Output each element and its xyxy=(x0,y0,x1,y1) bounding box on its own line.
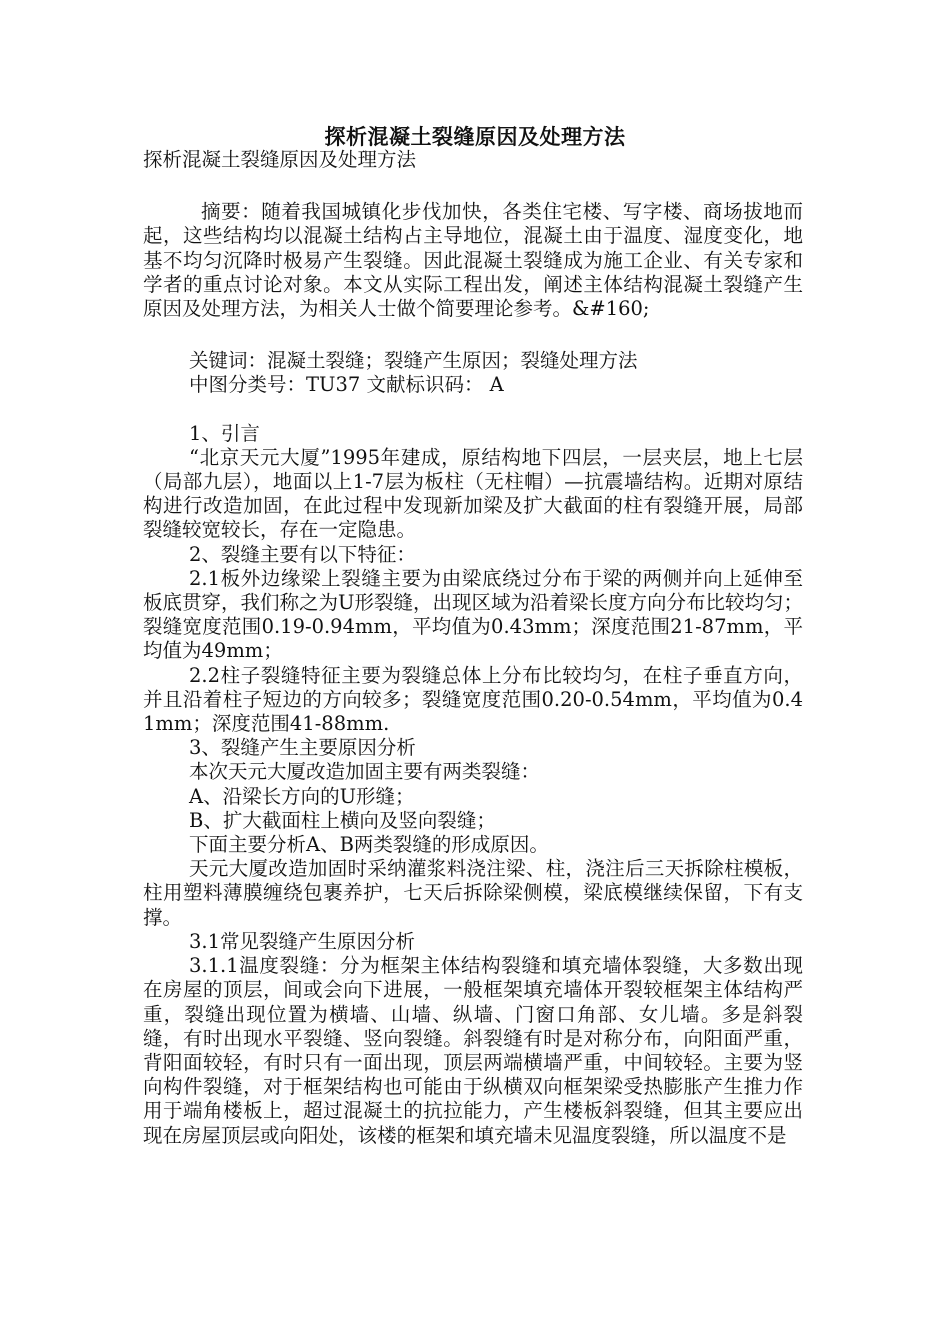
keywords-line: 关键词：混凝土裂缝；裂缝产生原因；裂缝处理方法 xyxy=(189,349,638,373)
classification-line: 中图分类号：TU37 文献标识码： A xyxy=(189,373,504,397)
section-3-intro: 本次天元大厦改造加固主要有两类裂缝： xyxy=(189,760,541,784)
section-1-heading: 1、引言 xyxy=(189,421,260,445)
abstract-paragraph: 摘要：随着我国城镇化步伐加快，各类住宅楼、写字楼、商场拔地而起，这些结构均以混凝土结构占主导地位，混凝土由于温度、湿度变化，地基不均匀沉降时极易产生裂缝。因此混凝土裂缝成为施工企业、有关专家和学者的重点讨论对象。本文从实际工程出发，阐述主体结构混凝土裂缝产生原因及处理方法，为相关人士做个简要理论参考。&#160; xyxy=(143,200,803,321)
section-3-analysis: 下面主要分析A、B两类裂缝的形成原因。 xyxy=(189,833,549,857)
section-2-2-paragraph: 2.2柱子裂缝特征主要为裂缝总体上分布比较均匀，在柱子垂直方向，并且沿着柱子短边的方向较多；裂缝宽度范围0.20-0.54mm，平均值为0.41mm；深度范围41-88mm. xyxy=(143,663,803,736)
document-subtitle: 探析混凝土裂缝原因及处理方法 xyxy=(143,148,417,171)
document-body xyxy=(143,148,803,1148)
section-3-1-1-paragraph: 3.1.1温度裂缝：分为框架主体结构裂缝和填充墙体裂缝，大多数出现在房屋的顶层，间或会向下进展，一般框架填充墙体开裂较框架主体结构严重，裂缝出现位置为横墙、山墙、纵墙、门窗口角部、女儿墙。多是斜裂缝，有时出现水平裂缝、竖向裂缝。斜裂缝有时是对称分布，向阳面严重，背阳面较轻，有时只有一面出现，顶层两端横墙严重，中间较轻。主要为竖向构件裂缝，对于框架结构也可能由于纵横双向框架梁受热膨胀产生推力作用于端角楼板上，超过混凝土的抗拉能力，产生楼板斜裂缝，但其主要应出现在房屋顶层或向阳处，该楼的框架和填充墙未见温度裂缝，所以温度不是 xyxy=(143,954,803,1147)
section-3-1-heading: 3.1常见裂缝产生原因分析 xyxy=(189,929,416,953)
document-title: 探析混凝土裂缝原因及处理方法 xyxy=(324,124,626,149)
section-3-item-a: A、沿梁长方向的U形缝； xyxy=(189,784,415,808)
section-3-paragraph: 天元大厦改造加固时采纳灌浆料浇注梁、柱，浇注后三天拆除柱模板，柱用塑料薄膜缠绕包裹养护，七天后拆除梁侧模，梁底模继续保留，下有支撑。 xyxy=(143,857,803,929)
section-2-heading: 2、裂缝主要有以下特征： xyxy=(189,542,416,566)
section-3-item-b: B、扩大截面柱上横向及竖向裂缝； xyxy=(189,808,496,832)
section-2-1-paragraph: 2.1板外边缘梁上裂缝主要为由梁底绕过分布于梁的两侧并向上延伸至板底贯穿，我们称之为U形裂缝，出现区域为沿着梁长度方向分布比较均匀；裂缝宽度范围0.19-0.94mm，平均值为0.43mm；深度范围21-87mm，平均值为49mm； xyxy=(143,566,803,663)
section-3-heading: 3、裂缝产生主要原因分析 xyxy=(189,736,416,760)
section-1-paragraph: “北京天元大厦”1995年建成，原结构地下四层，一层夹层，地上七层（局部九层），地面以上1-7层为板柱（无柱帽）—抗震墙结构。近期对原结构进行改造加固，在此过程中发现新加梁及扩大截面的柱有裂缝开展，局部裂缝较宽较长，存在一定隐患。 xyxy=(143,445,803,542)
